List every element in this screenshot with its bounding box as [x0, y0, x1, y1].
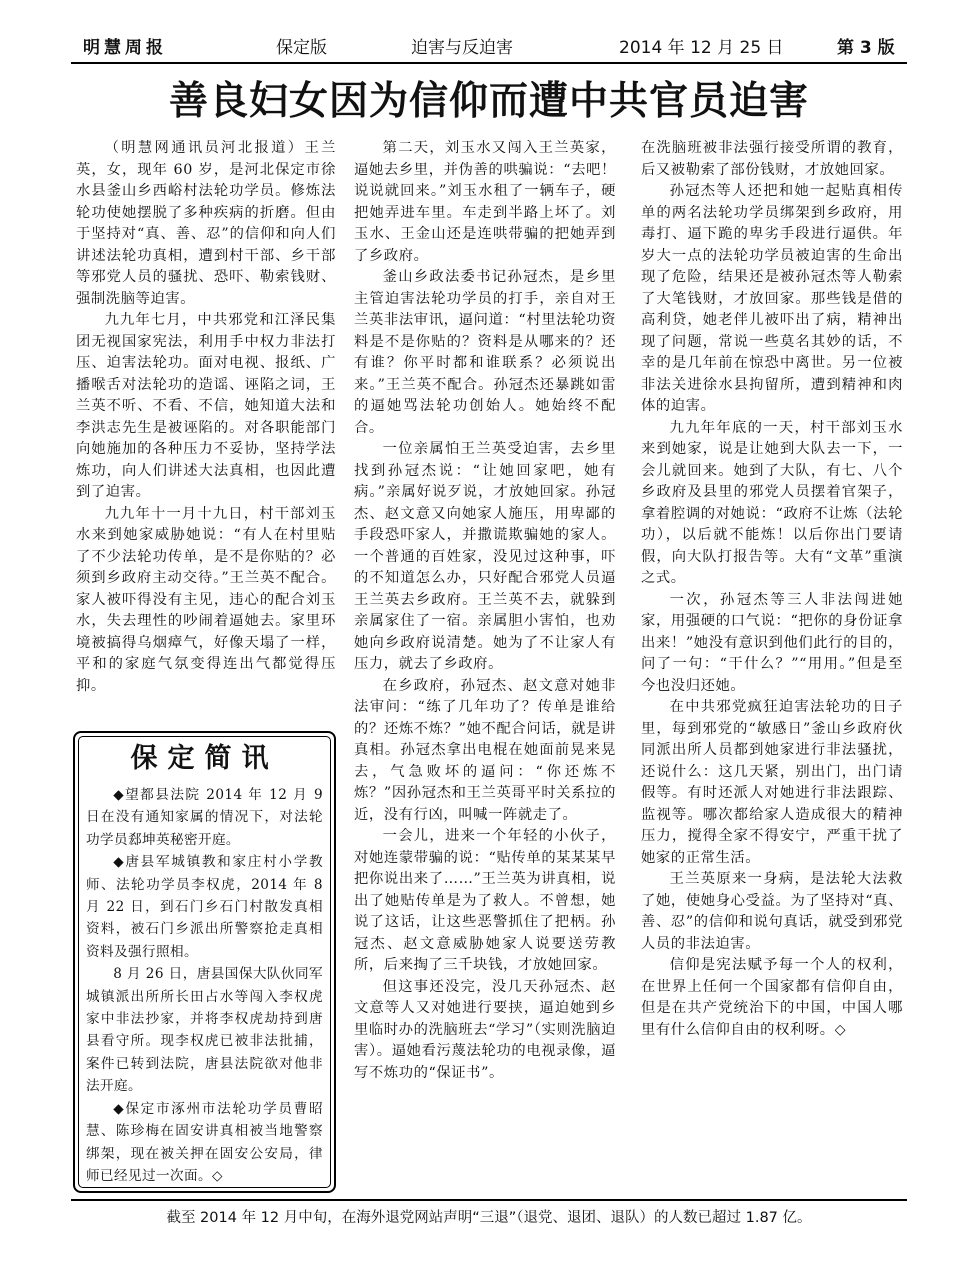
news-briefs-body [86, 784, 323, 1187]
news-brief-item: ◆唐县军城镇教和家庄村小学教师、法轮功学员李权虎，2014 年 8 月 22 日，到石门乡石门村散发真相资料，被石门乡派出所警察抢走真相资料及强行照相。 [86, 854, 323, 960]
article-paragraph: 在乡政府，孙冠杰、赵文意对她非法审问：“练了几年功了？传单是谁给的？还炼不炼？”她不配合问话，就是讲真相。孙冠杰拿出电棍在她面前晃来晃去，气急败坏的逼问：“你还炼不炼？”因孙冠杰和王兰英哥平时关系拉的近，没有行凶，叫喊一阵就走了。 [354, 677, 616, 823]
article-paragraph: 孙冠杰等人还把和她一起贴真相传单的两名法轮功学员绑架到乡政府，用毒打、逼下跪的卑劣手段进行逼供。年岁大一点的法轮功学员被迫害的生命出现了危险，结果还是被孙冠杰等人勒索了大笔钱财，才放回家。那些钱是借的高利贷，她老伴儿被吓出了病，精神出现了问题，常说一些莫名其妙的话，不幸的是几年前在惊恐中离世。另一位被非法关进徐水县拘留所，遭到精神和肉体的迫害。 [641, 183, 903, 414]
section-label: 迫害与反迫害 [411, 38, 513, 58]
article-paragraph: 釜山乡政法委书记孙冠杰，是乡里主管迫害法轮功学员的打手，亲自对王兰英非法审讯，逼问道：“村里法轮功资料是不是你贴的？资料是从哪来的？还有谁？你平时都和谁联系？必须说出来。”王兰英不配合。孙冠杰还暴跳如雷的逼她骂法轮功创始人。她始终不配合。 [354, 269, 616, 436]
news-briefs-box [73, 731, 336, 1193]
article-column-3 [641, 138, 903, 1041]
news-briefs-title: 保定简讯 [130, 743, 279, 774]
article-paragraph: 一位亲属怕王兰英受迫害，去乡里找到孙冠杰说：“让她回家吧，她有病。”亲属好说歹说，才放她回家。孙冠杰、赵文意又向她家人施压，用卑鄙的手段恐吓家人，并撒谎欺骗她的家人。一个普通的百姓家，没见过这种事，吓的不知道怎么办，只好配合邪党人员逼王兰英去乡政府。王兰英不去，就躲到亲属家住了一宿。亲属胆小害怕，也劝她向乡政府说清楚。她为了不让家人有压力，就去了乡政府。 [354, 441, 616, 672]
footer-rule [71, 1199, 907, 1201]
masthead-rule [71, 62, 907, 64]
footer-notice: 截至 2014 年 12 月中旬，在海外退党网站声明“三退”（退党、退团、退队）的人数已超过 1.87 亿。 [166, 1210, 812, 1226]
article-paragraph: 王兰英原来一身病，是法轮大法救了她，使她身心受益。为了坚持对“真、善、忍”的信仰和说句真话，就受到邪党人员的非法迫害。 [641, 871, 903, 952]
news-brief-item: ◆保定市涿州市法轮功学员曹昭慧、陈珍梅在固安讲真相被当地警察绑架，现在被关押在固安公安局，律师已经见过一次面。◇ [86, 1100, 323, 1184]
issue-date: 2014 年 12 月 25 日 [619, 38, 784, 58]
article-paragraph: 在中共邪党疯狂迫害法轮功的日子里，每到邪党的“敏感日”釜山乡政府伙同派出所人员都到她家进行非法骚扰，还说什么：这几天紧，别出门，出门请假等。有时还派人对她进行非法跟踪、监视等。哪次都给家人造成很大的精神压力，搅得全家不得安宁，严重干扰了她家的正常生活。 [641, 699, 903, 866]
article-paragraph-continued: 在洗脑班被非法强行接受所谓的教育，后又被勒索了部份钱财，才放她回家。 [641, 140, 903, 178]
edition-label: 保定版 [276, 38, 327, 58]
article-paragraph: 一会儿，进来一个年轻的小伙子，对她连蒙带骗的说：“贴传单的某某某早把你说出来了……”王兰英为讲真相，说出了她贴传单是为了救人。不曾想，她说了这话，让这些恶警抓住了把柄。孙冠杰、赵文意威胁她家人说要送劳教所，后来掏了三千块钱，才放她回家。 [354, 828, 616, 973]
article-column-1 [76, 138, 336, 697]
article-column-2 [354, 138, 616, 1084]
article-paragraph: 但这事还没完，没几天孙冠杰、赵文意等人又对她进行要挟，逼迫她到乡里临时办的洗脑班去“学习”（实则洗脑迫害）。逼她看污蔑法轮功的电视录像，逼写不炼功的“保证书”。 [354, 978, 616, 1081]
news-brief-item: ◆望都县法院 2014 年 12 月 9 日在没有通知家属的情况下，对法轮功学员郄坤英秘密开庭。 [86, 787, 323, 848]
page-number: 第 3 版 [837, 38, 895, 58]
article-paragraph: 九九年十一月十九日，村干部刘玉水来到她家威胁她说：“有人在村里贴了不少法轮功传单，是不是你贴的？必须到乡政府主动交待。”王兰英不配合。家人被吓得没有主见，违心的配合刘玉水，失去理性的吵闹着逼她去。家里环境被搞得乌烟瘴气，好像天塌了一样，平和的家庭气氛变得连出气都觉得压抑。 [76, 505, 336, 694]
article-paragraph: （明慧网通讯员河北报道）王兰英，女，现年 60 岁，是河北保定市徐水县釜山乡西峪村法轮功学员。修炼法轮功使她摆脱了多种疾病的折磨。但由于坚持对“真、善、忍”的信仰和向人们讲述法轮功真相，遭到村干部、乡干部等邪党人员的骚扰、恐吓、勒索钱财、强制洗脑等迫害。 [76, 140, 336, 307]
article-paragraph: 信仰是宪法赋予每一个人的权利，在世界上任何一个国家都有信仰自由，但是在共产党统治下的中国，中国人哪里有什么信仰自由的权利呀。◇ [641, 957, 903, 1038]
masthead [71, 36, 907, 62]
news-brief-item: 8 月 26 日，唐县国保大队伙同军城镇派出所所长田占水等闯入李权虎家中非法抄家，并将李权虎劫持到唐县看守所。现李权虎已被非法批捕，案件已转到法院，唐县法院欲对他非法开庭。 [86, 966, 323, 1095]
newspaper-name: 明慧周报 [83, 38, 167, 58]
article-paragraph: 九九年七月，中共邪党和江泽民集团无视国家宪法，利用手中权力非法打压、迫害法轮功。面对电视、报纸、广播喉舌对法轮功的造谣、诬陷之词，王兰英不听、不看、不信，她知道大法和李洪志先生是被诬陷的。对各职能部门向她施加的各种压力不妥协，坚持学法炼功，向人们讲述大法真相，也因此遭到了迫害。 [76, 312, 336, 500]
article-paragraph: 一次，孙冠杰等三人非法闯进她家，用强硬的口气说：“把你的身份证拿出来！”她没有意识到他们此行的目的，问了一句：“干什么？”“用用。”但是至今也没归还她。 [641, 591, 903, 694]
article-paragraph: 第二天，刘玉水又闯入王兰英家，逼她去乡里，并伪善的哄骗说：“去吧！说说就回来。”刘玉水租了一辆车子，硬把她弄进车里。车走到半路上坏了。刘玉水、王金山还是连哄带骗的把她弄到了乡政府。 [354, 140, 616, 264]
article-headline: 善良妇女因为信仰而遭中共官员迫害 [168, 78, 809, 124]
article-paragraph: 九九年年底的一天，村干部刘玉水来到她家，说是让她到大队去一下，一会儿就回来。她到了大队，有七、八个乡政府及县里的邪党人员摆着官架子，拿着腔调的对她说：“政府不让炼（法轮功），以后就不能炼！以后你出门要请假，向大队打报告等。大有“文革”重演之式。 [641, 419, 903, 586]
